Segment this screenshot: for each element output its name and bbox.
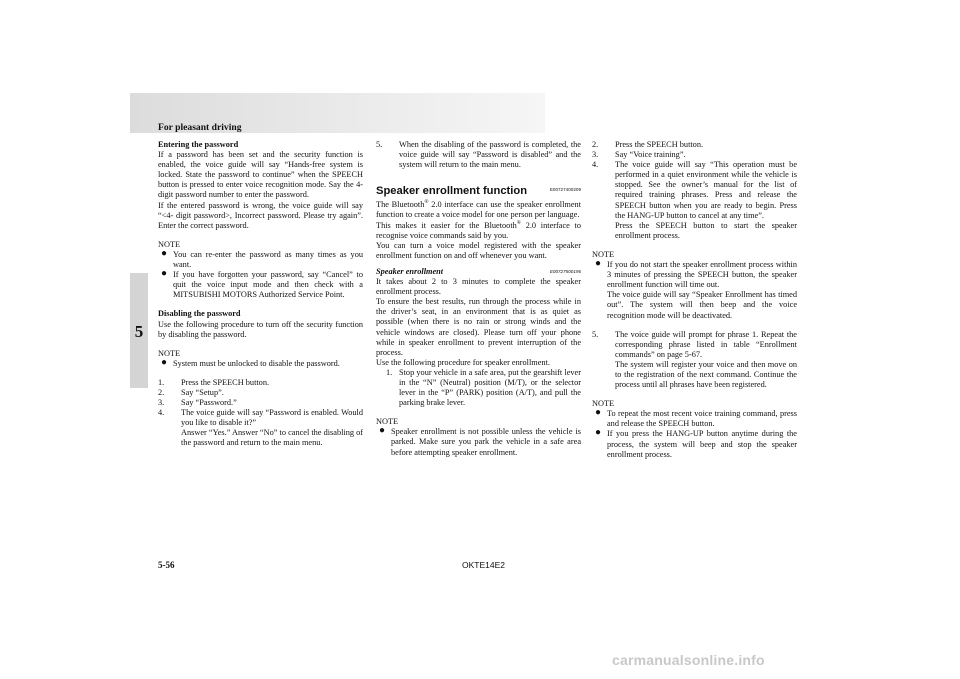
subsection-code: E00727500196 (549, 268, 581, 274)
bullet-icon: ● (161, 247, 168, 259)
section-heading: Speaker enrollment function E00727400209 (376, 185, 581, 198)
bluetooth-text: The Bluetooth® 2.0 interface can use the speaker enrollment function to create a voice model for one person per language. (376, 199, 581, 220)
bullet-icon: ● (595, 258, 602, 270)
step-item: 2. Say “Setup”. (158, 387, 224, 397)
note-bullet: ● You can re-enter the password as many times as you want. (161, 247, 363, 270)
note-bullet: ● System must be unlocked to disable the password. (161, 356, 340, 368)
use-procedure-text: Use the following procedure for speaker enrollment. (376, 357, 550, 367)
running-header: For pleasant driving (158, 122, 242, 133)
note-label: NOTE (158, 348, 181, 358)
note-label: NOTE (376, 417, 399, 427)
note-label: NOTE (592, 399, 615, 409)
step-item: 1. Press the SPEECH button. (158, 377, 270, 387)
takes-time-text: It takes about 2 to 3 minutes to complete the speaker enrollment process. (376, 277, 581, 297)
column-3 (592, 140, 797, 460)
step-continuation: The system will register your voice and then move on to the registration of the next command. Continue the process until all phrases have been registered. (615, 359, 797, 390)
column-2 (376, 140, 581, 458)
step-item: 4. The voice guide will say “This operation must be performed in a quiet environment while the vehicle is stopped. See the owner’s manual for the list of required training phrases. Press and release the SPEECH button when you are ready to begin. Press the HANG-UP button to cancel at any time”. (592, 160, 797, 220)
step-continuation: Answer “Yes.” Answer “No” to cancel the disabling of the password and return to the main menu. (181, 428, 363, 448)
step-item: 1. Stop your vehicle in a safe area, put the gearshift lever in the “N” (Neutral) position (M/T), or the selector lever in the “P” (PARK) position (A/T), and pull the parking brake lever. (386, 367, 581, 408)
chapter-number: 5 (134, 322, 144, 341)
column-1 (158, 140, 363, 449)
subsection-heading: Speaker enrollment E00727500196 (376, 266, 581, 276)
turn-on-off-text: You can turn a voice model registered with the speaker enrollment function on and off whenever you want. (376, 240, 581, 260)
step-item: 5. The voice guide will prompt for phrase 1. Repeat the corresponding phrase listed in table “Enrollment commands” on page 5-67. (592, 329, 797, 359)
watermark: carmanualsonline.info (612, 652, 765, 668)
bullet-icon: ● (161, 268, 168, 280)
bullet-icon: ● (161, 356, 168, 368)
note-bullet: ● If you press the HANG-UP button anytime during the process, the system will beep and stop the speaker enrollment process. (595, 427, 797, 459)
note-label: NOTE (592, 249, 615, 259)
note-bullet: ● If you have forgotten your password, say “Cancel” to quit the voice input mode and then check with a MITSUBISHI MOTORS Authorized Service Point. (161, 268, 363, 300)
step-continuation: Press the SPEECH button to start the speaker enrollment process. (615, 220, 797, 240)
note-bullet: ● If you do not start the speaker enrollment process within 3 minutes of pressing the SPEECH button, the speaker enrollment function will time out. (595, 258, 797, 290)
easier-text: This makes it easier for the Bluetooth® 2.0 interface to recognise voice commands said by you. (376, 219, 581, 240)
step-item: 3. Say “Password.” (158, 398, 237, 408)
step-item: 5. When the disabling of the password is completed, the voice guide will say “Password is disabled” and the system will return to the main menu. (376, 140, 581, 170)
bullet-icon: ● (595, 427, 602, 439)
disabling-password-text: Use the following procedure to turn off the security function by disabling the password. (158, 319, 363, 339)
step-item: 2. Press the SPEECH button. (592, 140, 704, 149)
step-item: 3. Say “Voice training”. (592, 150, 686, 160)
entering-password-text: If a password has been set and the security function is enabled, the voice guide will say “Hands-free system is locked. State the password to continue” when the SPEECH button is pressed to enter voice recognition mode. Say the 4-digit password number to enter the password. (158, 150, 363, 200)
note-bullet: ● Speaker enrollment is not possible unless the vehicle is parked. Make sure you park the vehicle in a safe area before attempting speaker enrollment. (379, 425, 581, 457)
ensure-results-text: To ensure the best results, run through the process while in the driver’s seat, in an environment that is as quiet as possible (when there is no rain or strong winds and the vehicle windows are closed). Please turn off your phone while in speaker enrollment to prevent interruption of the process. (376, 297, 581, 357)
wrong-password-text: If the entered password is wrong, the voice guide will say “<4- digit password>, Incorrect password. Please try again”. Enter the correct password. (158, 200, 363, 230)
entering-password-heading: Entering the password (158, 140, 239, 149)
note-label: NOTE (158, 239, 181, 249)
page-number: 5-56 (158, 560, 175, 570)
note-bullet: ● To repeat the most recent voice training command, press and release the SPEECH button. (595, 407, 797, 429)
section-code: E00727400209 (549, 187, 581, 193)
bullet-icon: ● (595, 407, 602, 419)
document-code: OKTE14E2 (462, 560, 505, 570)
note-continuation: The voice guide will say “Speaker Enrollment has timed out”. The system will then beep and the voice recognition mode will be deactivated. (607, 290, 797, 320)
step-item: 4. The voice guide will say “Password is enabled. Would you like to disable it?” (158, 408, 363, 428)
bullet-icon: ● (379, 425, 386, 437)
disabling-password-heading: Disabling the password (158, 309, 241, 319)
